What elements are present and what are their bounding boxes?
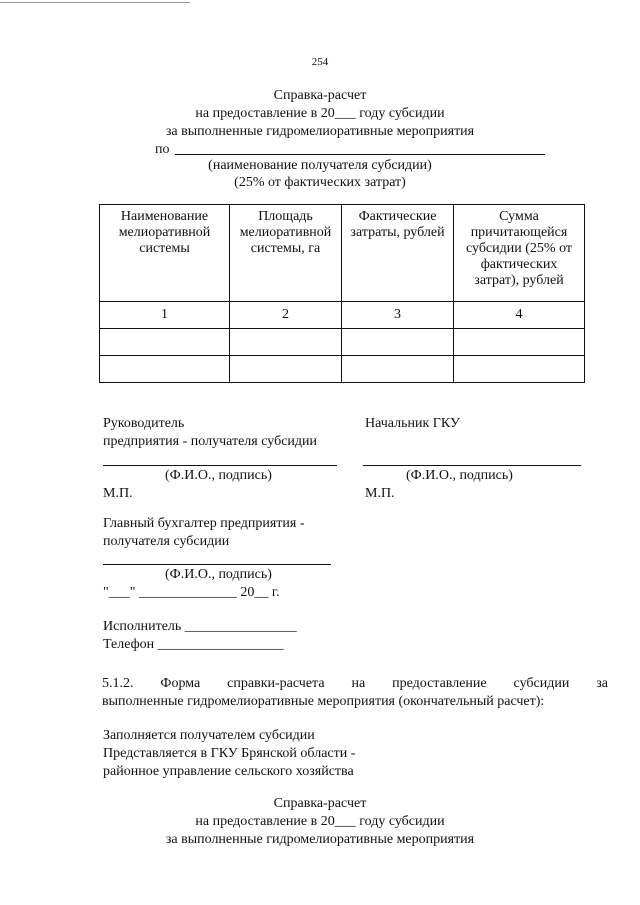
table-cell (454, 356, 585, 383)
table-cell (100, 356, 230, 383)
table-number-row (100, 302, 585, 329)
recipient-name-line (175, 154, 545, 155)
title-line-1: Справка-расчет (273, 88, 367, 103)
fio-caption-accountant: (Ф.И.О., подпись) (165, 567, 272, 582)
gku-signature-line (363, 465, 581, 466)
stamp-place-left: М.П. (103, 486, 133, 501)
column-number-3: 3 (342, 302, 454, 329)
note-line-1: Заполняется получателем субсидии (103, 728, 315, 743)
head-label-line-1: Руководитель (103, 416, 185, 431)
table-row (100, 329, 585, 356)
header-rule (0, 2, 190, 3)
date-line: "___" ______________ 20__ г. (103, 585, 280, 600)
table-cell (230, 356, 342, 383)
section-paragraph-line-2: выполненные гидромелиоративные мероприятия (окончательный расчет): (102, 694, 545, 709)
second-title-line-3: за выполненные гидромелиоративные мероприятия (165, 832, 475, 847)
second-title-line-2: на предоставление в 20___ году субсидии (195, 814, 445, 829)
accountant-label-line-1: Главный бухгалтер предприятия - (103, 516, 305, 531)
table-cell (230, 329, 342, 356)
second-title-line-1: Справка-расчет (273, 796, 367, 811)
header-subsidy-amount: Сумма причитающейся субсидии (25% от фактических затрат), рублей (454, 205, 585, 302)
table-header-row (100, 205, 585, 302)
executor-line: Исполнитель ________________ (103, 619, 297, 634)
header-area: Площадь мелиоративной системы, га (230, 205, 342, 302)
phone-line: Телефон __________________ (103, 637, 284, 652)
column-number-4: 4 (454, 302, 585, 329)
section-paragraph-line-1: 5.1.2. Форма справки-расчета на предоставление субсидии за (102, 676, 608, 691)
table-cell (454, 329, 585, 356)
header-system-name: Наименование мелиоративной системы (100, 205, 230, 302)
accountant-signature-line (103, 564, 331, 565)
head-signature-line (103, 465, 337, 466)
note-line-3: районное управление сельского хозяйства (103, 764, 354, 779)
page-number: 254 (311, 56, 329, 68)
note-line-2: Представляется в ГКУ Брянской области - (103, 746, 356, 761)
fio-caption-left: (Ф.И.О., подпись) (165, 468, 272, 483)
title-line-3: за выполненные гидромелиоративные мероприятия (165, 124, 475, 139)
accountant-label-line-2: получателя субсидии (103, 534, 230, 549)
header-actual-costs: Фактические затраты, рублей (342, 205, 454, 302)
percent-caption: (25% от фактических затрат) (234, 175, 406, 190)
column-number-1: 1 (100, 302, 230, 329)
table-row (100, 356, 585, 383)
fio-caption-right: (Ф.И.О., подпись) (406, 468, 513, 483)
po-label: по (155, 142, 170, 157)
head-label-line-2: предприятия - получателя субсидии (103, 434, 318, 449)
column-number-2: 2 (230, 302, 342, 329)
table-cell (100, 329, 230, 356)
table-cell (342, 356, 454, 383)
table-cell (342, 329, 454, 356)
recipient-caption: (наименование получателя субсидии) (208, 158, 432, 173)
title-line-2: на предоставление в 20___ году субсидии (195, 106, 445, 121)
gku-head-label: Начальник ГКУ (365, 416, 460, 431)
stamp-place-right: М.П. (365, 486, 395, 501)
subsidy-table (99, 204, 585, 383)
